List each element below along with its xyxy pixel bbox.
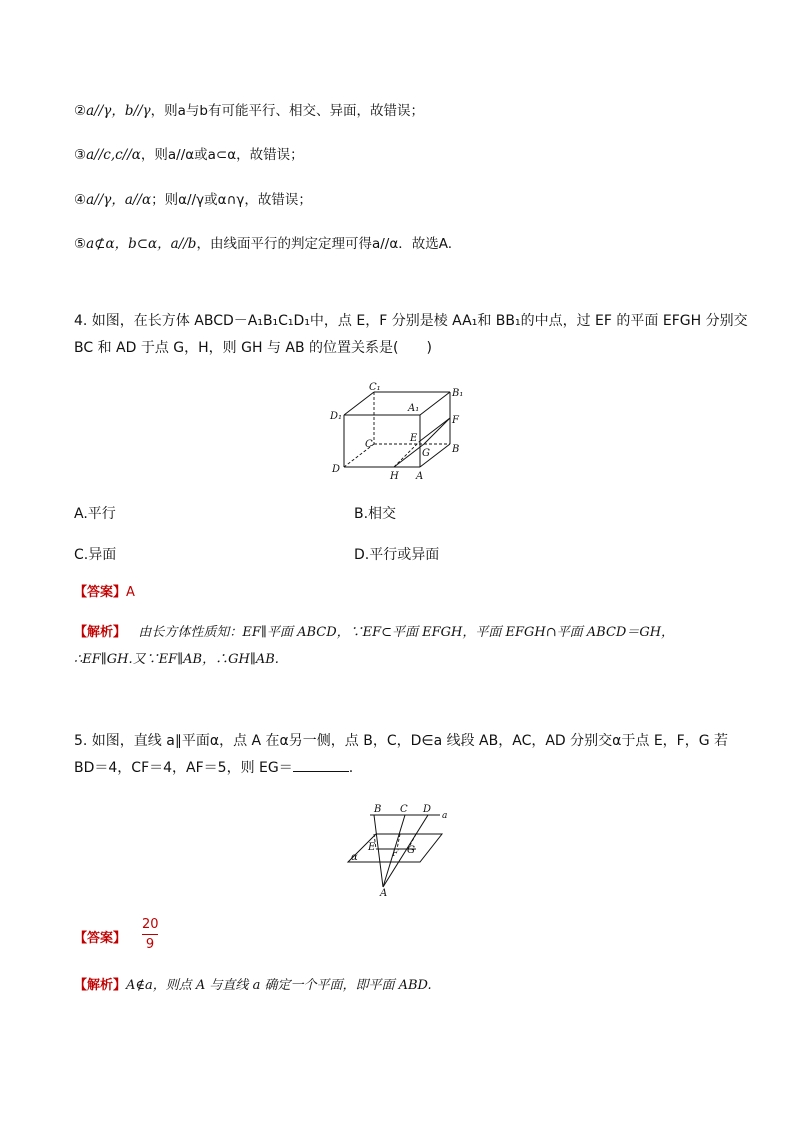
q5-stem-line2 <box>74 757 353 779</box>
fraction-numerator: 20 <box>142 917 159 932</box>
item-mark: ⑤ <box>74 236 87 252</box>
q4-option-b: B.相交 <box>354 506 397 522</box>
q4-stem-line2: BC 和 AD 于点 G，H，则 GH 与 AB 的位置关系是( ) <box>74 340 432 356</box>
solution-text: A∉a，则点 A 与直线 a 确定一个平面，即平面 ABD. <box>126 978 432 993</box>
item-text: ；则α//γ或α∩γ，故错误； <box>151 192 312 208</box>
q5-stem-end: . <box>348 760 354 776</box>
solution-label: 【解析】 <box>74 978 127 993</box>
q4-option-c: C.异面 <box>74 547 117 563</box>
label-C1: C₁ <box>369 382 381 393</box>
label-D: D <box>332 464 341 475</box>
item-3 <box>74 146 304 164</box>
q5-stem-text: BD＝4，CF＝4，AF＝5，则 EG＝ <box>74 760 293 776</box>
q5-answer <box>74 928 126 950</box>
item-mark: ③ <box>74 147 87 163</box>
q4-answer <box>74 582 135 604</box>
label-C: C <box>365 439 373 450</box>
label-G: G <box>422 448 430 459</box>
label-F: F <box>452 415 459 426</box>
label-A1: A₁ <box>408 403 420 414</box>
q4-solution-line2: ∴EF∥GH.又∵EF∥AB，∴GH∥AB. <box>74 652 279 667</box>
label-B: B <box>452 444 460 455</box>
solution-label: 【解析】 <box>74 625 127 640</box>
q5-answer-fraction <box>142 917 158 952</box>
label-A: A <box>416 471 424 482</box>
item-mark: ② <box>74 103 87 119</box>
label-B: B <box>374 804 382 815</box>
label-A: A <box>380 888 388 898</box>
item-condition: a//γ，a//α <box>86 192 152 208</box>
q4-cuboid-figure <box>326 380 466 484</box>
item-5 <box>74 235 452 253</box>
q5-solution <box>74 975 432 997</box>
label-D: D <box>423 804 432 815</box>
q5-plane-figure <box>340 800 460 898</box>
answer-value: A <box>126 585 135 600</box>
label-alpha: α <box>351 852 358 863</box>
fraction-bar <box>142 934 158 935</box>
answer-blank <box>293 759 349 772</box>
q4-stem-line1: 4. 如图，在长方体 ABCD－A₁B₁C₁D₁中，点 E，F 分别是棱 AA₁和 BB₁的中点，过 EF 的平面 EFGH 分别交 <box>74 313 748 329</box>
q4-solution-line1 <box>74 622 674 644</box>
item-text: ，则a与b有可能平行、相交、异面，故错误； <box>150 103 424 119</box>
item-2 <box>74 102 424 120</box>
answer-label: 【答案】 <box>74 585 127 600</box>
label-B1: B₁ <box>452 388 464 399</box>
item-text: ，则a//α或a⊂α，故错误； <box>140 147 304 163</box>
item-condition: a//γ，b//γ <box>86 103 151 119</box>
q4-option-d: D.平行或异面 <box>354 547 440 563</box>
item-text: ，由线面平行的判定定理可得a//α．故选A. <box>196 236 453 252</box>
label-G: G <box>407 845 415 856</box>
label-a: a <box>442 811 448 821</box>
q4-option-a: A.平行 <box>74 506 116 522</box>
q5-stem-line1: 5. 如图，直线 a∥平面α，点 A 在α另一侧，点 B，C，D∈a 线段 AB，AC，AD 分别交α于点 E，F，G 若 <box>74 733 729 749</box>
solution-text: 由长方体性质知：EF∥平面 ABCD，∵EF⊂平面 EFGH，平面 EFGH∩平面 ABCD＝GH， <box>138 625 675 640</box>
item-4 <box>74 191 312 209</box>
label-D1: D₁ <box>330 411 343 422</box>
label-F: F <box>392 849 399 859</box>
label-C: C <box>400 804 408 815</box>
item-mark: ④ <box>74 192 87 208</box>
item-condition: a⊄α，b⊂α，a//b <box>86 236 197 252</box>
answer-label: 【答案】 <box>74 931 127 946</box>
fraction-denominator: 9 <box>145 937 155 952</box>
item-condition: a//c,c//α <box>86 147 141 163</box>
label-H: H <box>390 471 399 482</box>
label-E: E <box>368 842 376 853</box>
label-E: E <box>410 433 418 444</box>
